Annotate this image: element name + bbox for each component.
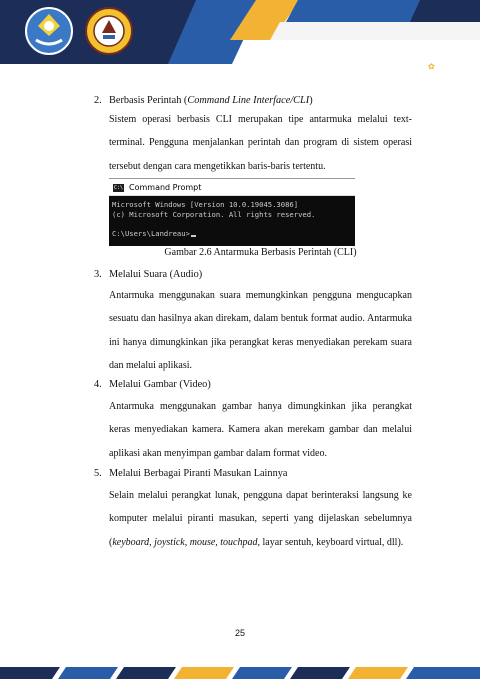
- paragraph: Sistem operasi berbasis CLI merupakan tipe antarmuka melalui text-terminal. Pengguna menjalankan perintah dan program di sistem operasi tersebut dengan cara mengetikkan baris-baris tertentu.: [109, 114, 412, 172]
- list-title: Melalui Suara (Audio): [109, 269, 203, 280]
- terminal-icon: C:\: [113, 184, 124, 191]
- command-prompt-screenshot: [109, 180, 355, 246]
- list-title: Berbasis Perintah (Command Line Interface/CLI): [109, 95, 313, 106]
- gear-icon: ✿: [428, 62, 435, 71]
- university-seal-logo: [84, 6, 134, 56]
- list-title: Melalui Berbagai Piranti Masukan Lainnya: [109, 468, 288, 479]
- list-number: 4.: [94, 379, 102, 390]
- cursor-icon: [191, 235, 196, 237]
- cmd-prompt: C:\Users\Landreau>: [112, 228, 190, 238]
- cmd-output: [109, 196, 355, 238]
- page-number: 25: [234, 628, 245, 638]
- figure-caption: Gambar 2.6 Antarmuka Berbasis Perintah (CLI): [164, 247, 357, 258]
- list-number: 2.: [94, 95, 102, 106]
- cmd-titlebar: [109, 180, 355, 196]
- page-footer-band: [0, 659, 480, 679]
- cmd-window-title: Command Prompt: [129, 183, 202, 192]
- cmd-line: (c) Microsoft Corporation. All rights reserved.: [112, 209, 316, 219]
- tut-wuri-handayani-logo: [24, 6, 74, 56]
- list-number: 3.: [94, 269, 102, 280]
- list-number: 5.: [94, 468, 102, 479]
- cmd-blank-line: [112, 219, 351, 229]
- cmd-line: Microsoft Windows [Version 10.0.19045.3086]: [112, 200, 299, 209]
- footer-decoration: [0, 659, 480, 679]
- page-header-band: [0, 0, 480, 71]
- cmd-prompt-line: [112, 229, 351, 239]
- list-title: Melalui Gambar (Video): [109, 379, 211, 390]
- paragraph: Selain melalui perangkat lunak, pengguna dapat berinteraksi langsung ke komputer melalui piranti masukan, seperti yang dijelaskan sebelumnya (keyboard, joystick, mouse, touchpad, layar sentuh, keyboard virtual, dll).: [109, 490, 412, 548]
- divider: [109, 178, 355, 179]
- paragraph: Antarmuka menggunakan gambar hanya dimungkinkan jika perangkat keras menyediakan kamera. Kamera akan merekam gambar dan melalui aplikasi akan menyimpan gambar dalam format video.: [109, 401, 412, 459]
- paragraph: Antarmuka menggunakan suara memungkinkan pengguna mengucapkan sesuatu dan hasilnya akan direkam, dalam bentuk format audio. Antarmuka ini hanya dimungkinkan jika perangkat keras menyediakan perekam suara dan melalui aplikasi.: [109, 290, 412, 371]
